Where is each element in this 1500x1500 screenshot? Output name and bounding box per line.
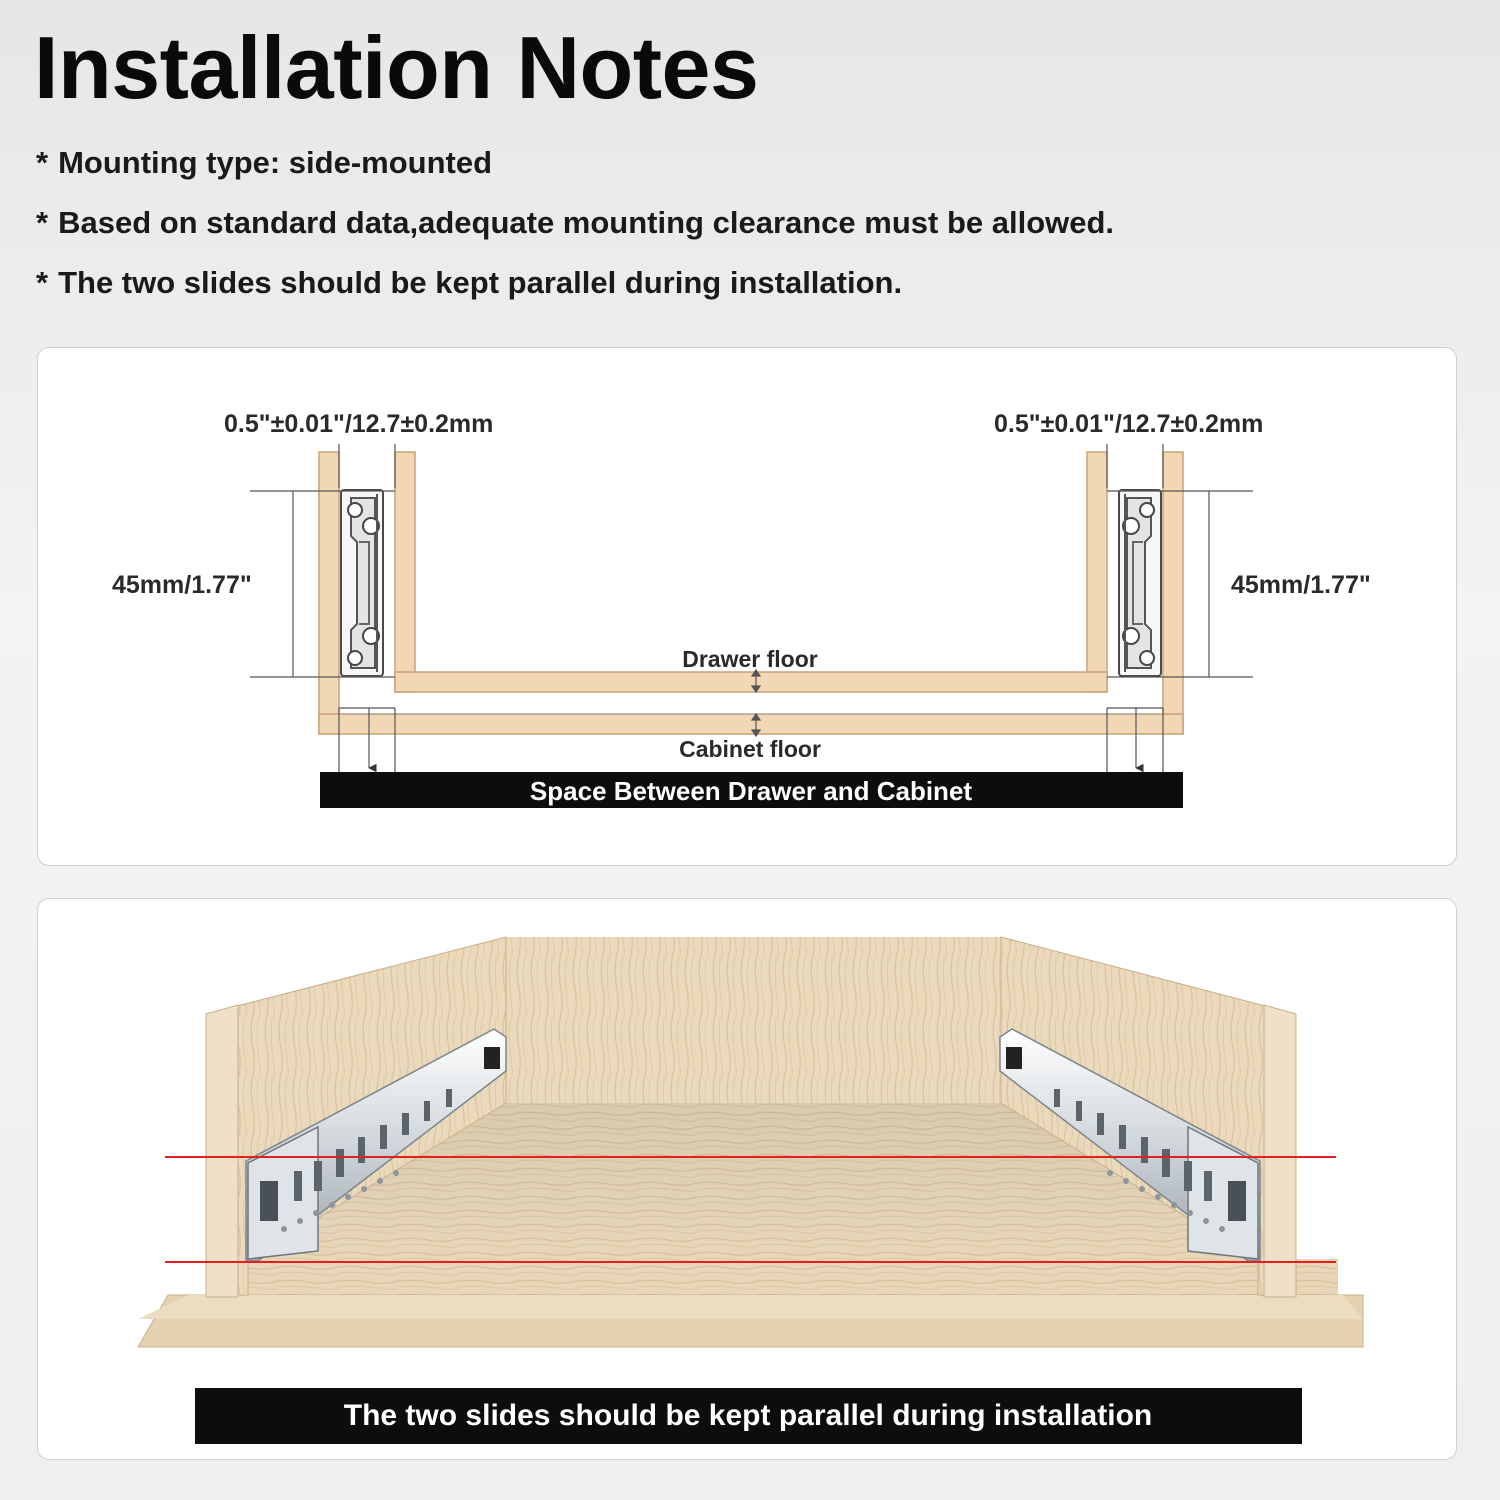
cabinet-right-wall (1163, 452, 1183, 734)
clearance-ticks (339, 444, 1163, 488)
note-text: The two slides should be kept parallel during installation. (58, 265, 903, 300)
cross-section-panel (37, 347, 1457, 866)
note-bullet: * (36, 205, 49, 240)
note-bullet: * (36, 145, 49, 180)
drawer-illustration (38, 899, 1457, 1460)
drawer-illustration-panel (37, 898, 1457, 1460)
height-label-left: 45mm/1.77" (112, 571, 252, 599)
note-text: Based on standard data,adequate mounting clearance must be allowed. (58, 205, 1115, 240)
left-slide-profile (341, 490, 383, 676)
right-slide-profile (1119, 490, 1161, 676)
parallel-banner-text: The two slides should be kept parallel during installation (343, 1399, 1153, 1432)
clearance-label-right: 0.5"±0.01"/12.7±0.2mm (994, 410, 1264, 438)
cabinet-floor (319, 714, 1183, 734)
height-label-right: 45mm/1.77" (1231, 571, 1371, 599)
drawer-right-wall (1087, 452, 1107, 692)
note-clearance (36, 200, 1114, 260)
drawer-left-wall (395, 452, 415, 692)
page-title: Installation Notes (34, 18, 759, 117)
cabinet-left-wall (319, 452, 339, 734)
note-text: Mounting type: side-mounted (58, 145, 493, 180)
note-bullet: * (36, 265, 49, 300)
installation-notes-list (36, 140, 1114, 320)
drawer-floor-label: Drawer floor (682, 646, 818, 672)
cross-section-diagram (38, 348, 1457, 866)
cabinet-floor-label: Cabinet floor (679, 736, 821, 762)
space-banner-text: Space Between Drawer and Cabinet (529, 776, 973, 806)
drawer-floor (395, 672, 1107, 692)
drawer-back-wall (506, 937, 1001, 1103)
note-mounting-type (36, 140, 1114, 200)
note-parallel (36, 260, 1114, 320)
clearance-label-left: 0.5"±0.01"/12.7±0.2mm (224, 410, 494, 438)
